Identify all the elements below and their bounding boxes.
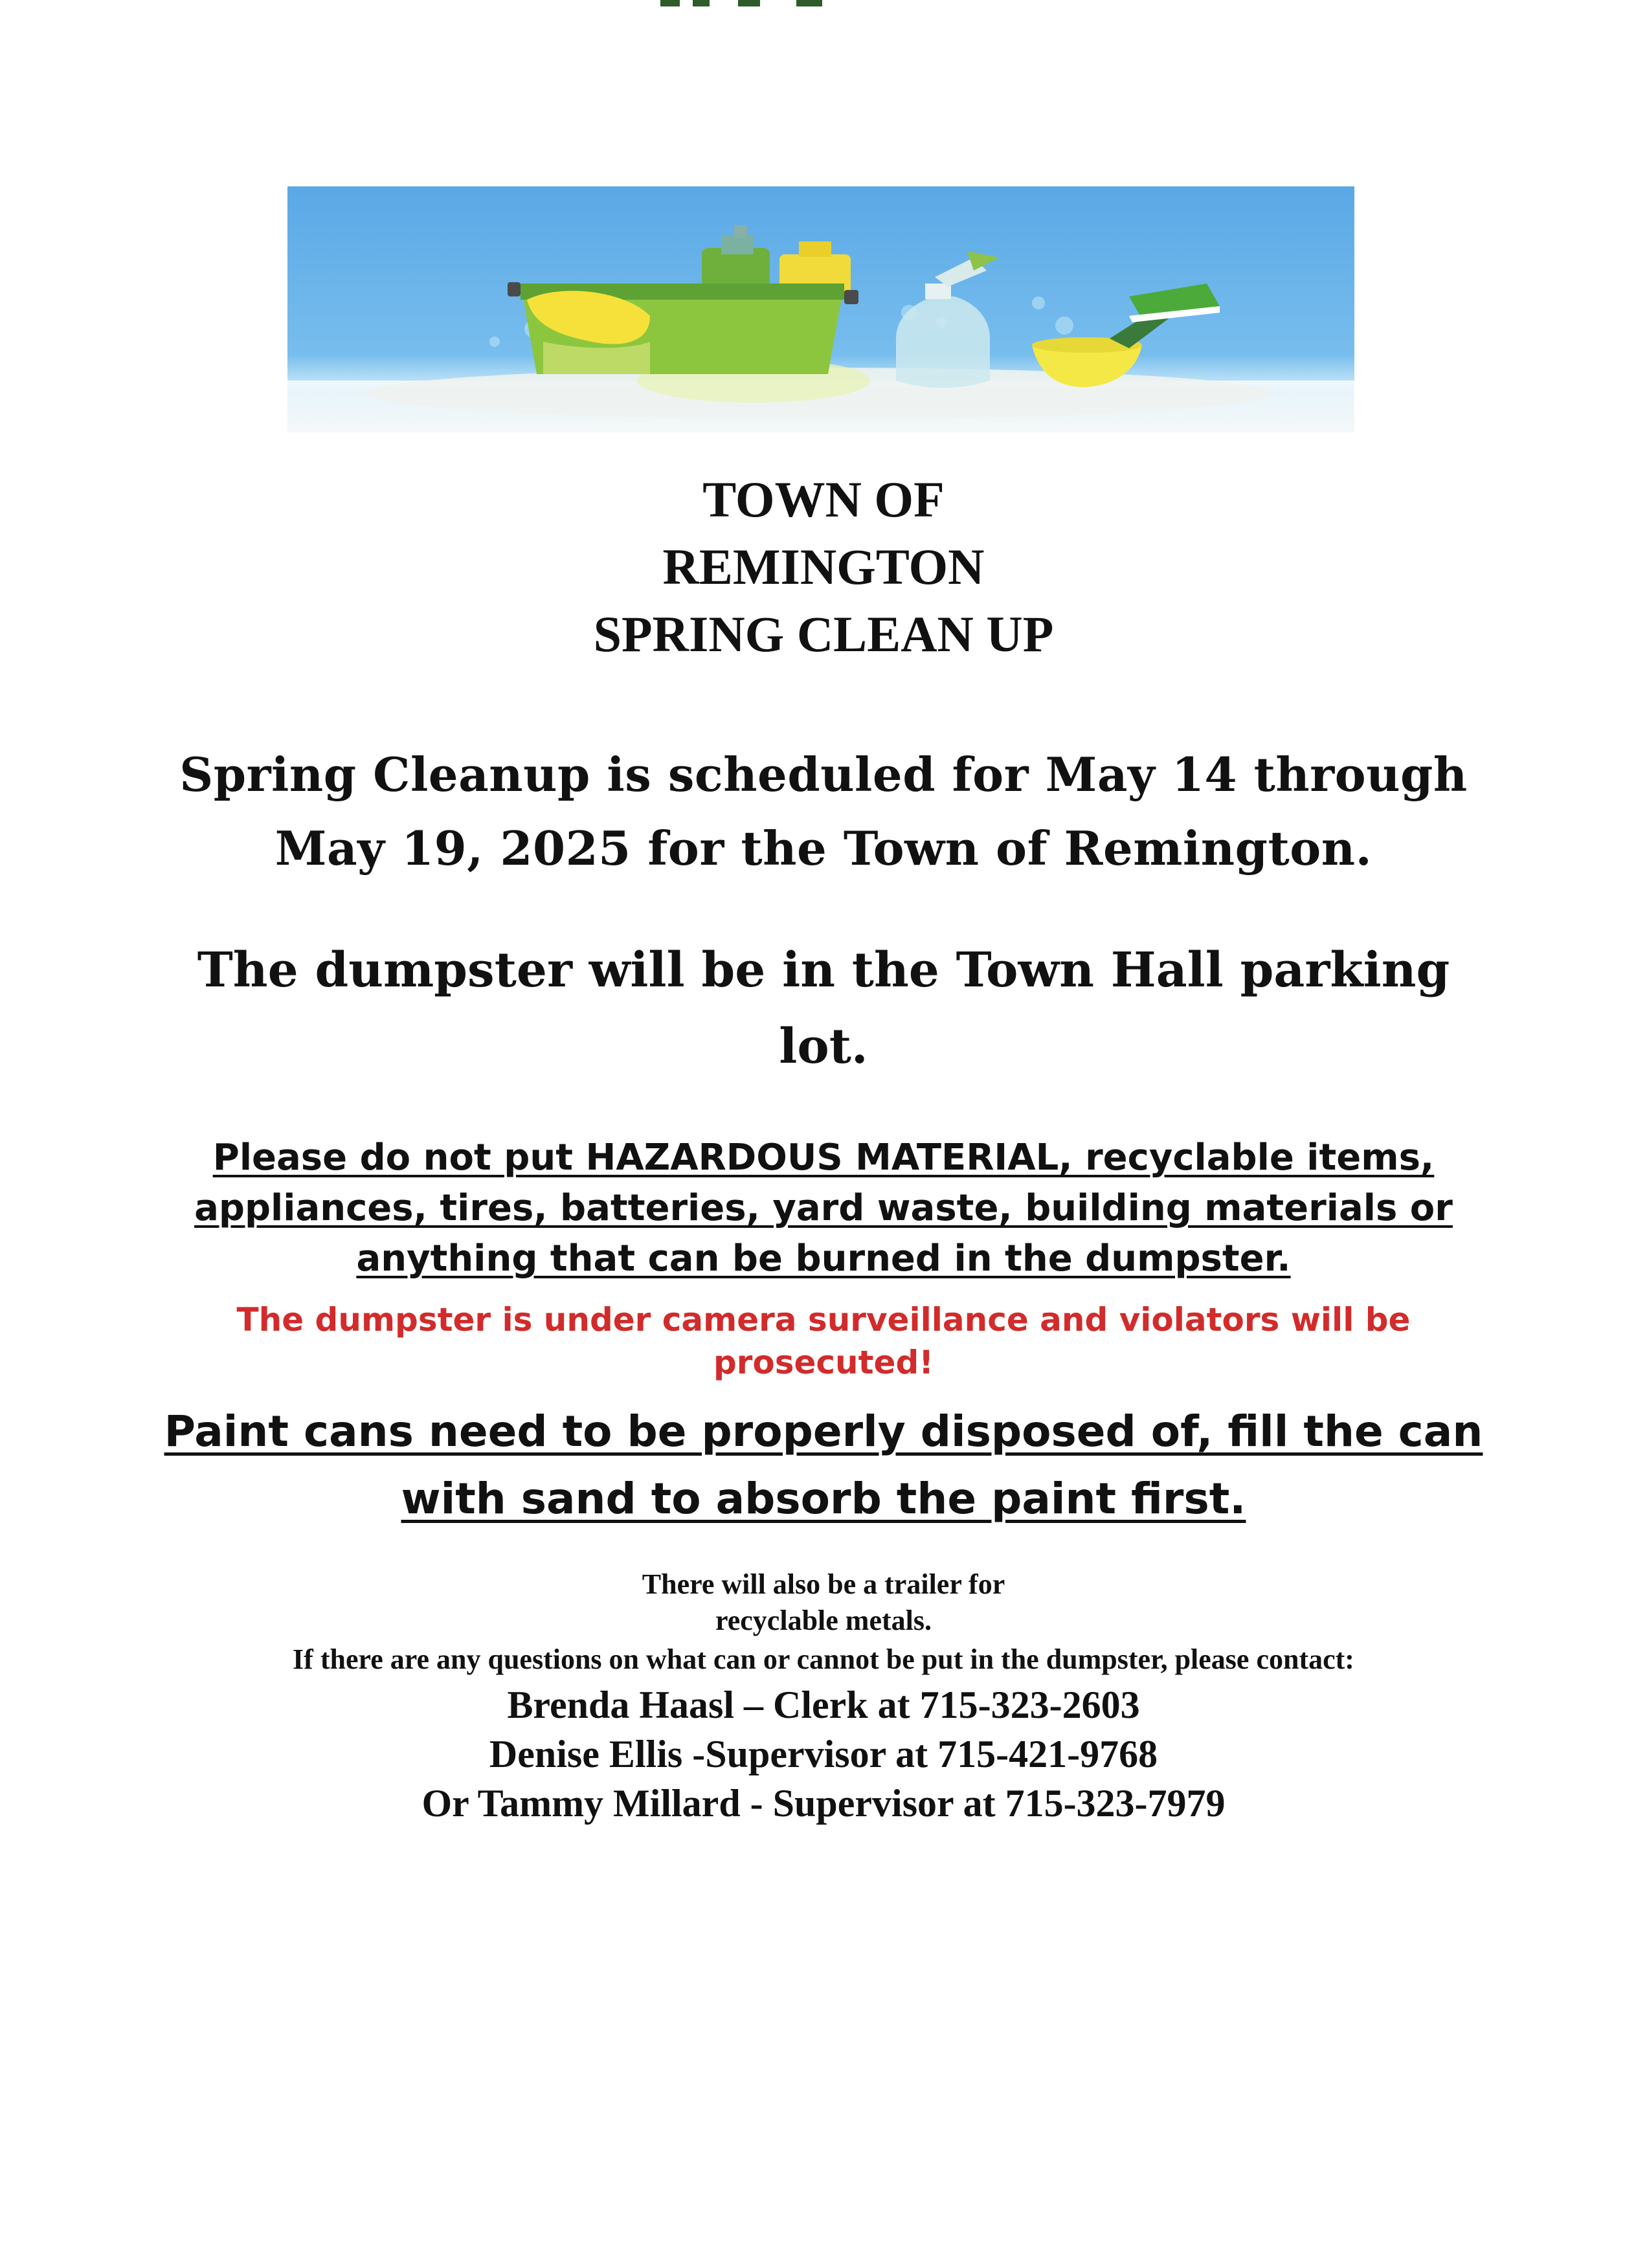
dumpster-location [0, 932, 1647, 1085]
schedule-notice [0, 738, 1647, 885]
trailer-line: recyclable metals. [715, 1605, 932, 1636]
prohibited-line: appliances, tires, batteries, yard waste, building materials or [194, 1187, 1453, 1229]
prohibited-line: Please do not put HAZARDOUS MATERIAL, recyclable items, [212, 1137, 1435, 1179]
title-line: SPRING CLEAN UP [593, 606, 1054, 662]
contact-entry: Brenda Haasl – Clerk at 715-323-2603 [507, 1684, 1140, 1726]
surveillance-warning [0, 1298, 1647, 1384]
title-line: REMINGTON [662, 539, 985, 595]
location-line: The dumpster will be in the Town Hall parking [197, 942, 1450, 998]
paint-disposal-notice [0, 1398, 1647, 1533]
paint-line: Paint cans need to be properly disposed of, fill the can [164, 1406, 1483, 1456]
schedule-line: Spring Cleanup is scheduled for May 14 through [179, 747, 1468, 802]
trailer-notice [0, 1566, 1647, 1639]
paint-line: with sand to absorb the paint first. [401, 1474, 1246, 1524]
surveillance-line: prosecuted! [713, 1344, 934, 1381]
questions-line: If there are any questions on what can or cannot be put in the dumpster, please contact: [293, 1643, 1354, 1675]
surveillance-line: The dumpster is under camera surveillance and violators will be [236, 1301, 1411, 1339]
title-line: TOWN OF [702, 471, 945, 528]
questions-contact-prompt [0, 1641, 1647, 1678]
scan-top-mark [647, 0, 868, 9]
trailer-line: There will also be a trailer for [642, 1568, 1005, 1600]
contact-list [0, 1680, 1647, 1828]
page-title [0, 466, 1647, 668]
contact-entry: Denise Ellis -Supervisor at 715-421-9768 [489, 1733, 1158, 1775]
contact-entry: Or Tammy Millard - Supervisor at 715-323-7979 [421, 1782, 1226, 1825]
prohibited-items-warning [0, 1133, 1647, 1284]
location-line: lot. [779, 1019, 868, 1074]
prohibited-line: anything that can be burned in the dumpster. [356, 1238, 1291, 1280]
schedule-line: May 19, 2025 for the Town of Remington. [274, 821, 1372, 876]
cleaning-supplies-banner [287, 186, 1354, 432]
